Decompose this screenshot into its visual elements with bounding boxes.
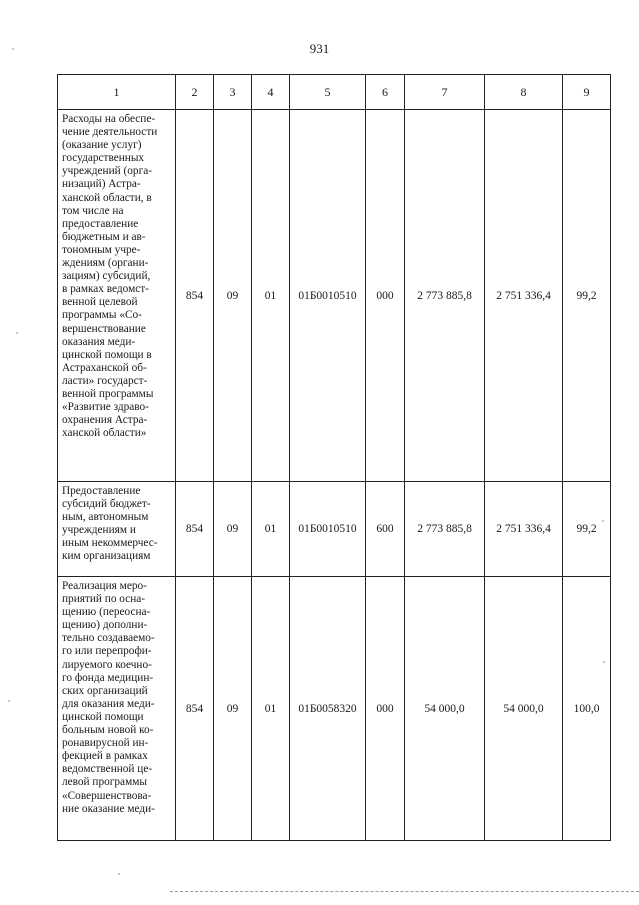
budget-table bbox=[57, 74, 611, 841]
section-code: 09 bbox=[214, 577, 252, 841]
executed-amount: 54 000,0 bbox=[485, 577, 563, 841]
expense-description: Реализация меро- приятий по осна- щению (переосна- щению) дополни- тельно создаваемо- го или перепрофи- лируемого коечно- го фонда медицин- ских организаций для оказания меди- цинской помощи больным новой ко- ронавирусной ин- фекцией в рамках ведомственной це- левой программы «Совершенствова- ние оказание меди- bbox=[58, 577, 176, 841]
table-row bbox=[58, 110, 611, 482]
column-header: 7 bbox=[405, 75, 485, 110]
scan-speck bbox=[8, 700, 10, 702]
expense-description: Расходы на обеспе- чение деятельности (оказание услуг) государственных учреждений (орга- низаций) Астра- ханской области, в том числе на предоставление бюджетным и ав- тономным учре- ждениям (органи- зациям) субсидий, в рамках ведомст- венной целевой программы «Со- вершенствование оказания меди- цинской помощи в Астраханской об- ласти» государст- венной программы «Развитие здраво- охранения Астра- ханской области» bbox=[58, 110, 176, 482]
column-header: 9 bbox=[563, 75, 611, 110]
expense-type-code: 000 bbox=[366, 110, 405, 482]
table-header-row bbox=[58, 75, 611, 110]
column-header: 1 bbox=[58, 75, 176, 110]
expense-type-code: 000 bbox=[366, 577, 405, 841]
column-header: 2 bbox=[176, 75, 214, 110]
target-article-code: 01Б0058320 bbox=[290, 577, 366, 841]
executed-amount: 2 751 336,4 bbox=[485, 482, 563, 577]
subsection-code: 01 bbox=[252, 577, 290, 841]
scan-speck bbox=[16, 332, 18, 334]
executed-amount: 2 751 336,4 bbox=[485, 110, 563, 482]
column-header: 3 bbox=[214, 75, 252, 110]
planned-amount: 2 773 885,8 bbox=[405, 482, 485, 577]
table-row bbox=[58, 482, 611, 577]
scan-speck bbox=[118, 873, 120, 875]
column-header: 6 bbox=[366, 75, 405, 110]
ministry-code: 854 bbox=[176, 110, 214, 482]
execution-percent: 99,2 bbox=[563, 482, 611, 577]
subsection-code: 01 bbox=[252, 110, 290, 482]
planned-amount: 2 773 885,8 bbox=[405, 110, 485, 482]
column-header: 5 bbox=[290, 75, 366, 110]
scan-speck bbox=[603, 661, 605, 663]
scan-speck bbox=[602, 520, 604, 522]
column-header: 4 bbox=[252, 75, 290, 110]
column-header: 8 bbox=[485, 75, 563, 110]
section-code: 09 bbox=[214, 110, 252, 482]
expense-description: Предоставление субсидий бюджет- ным, автономным учреждениям и иным некоммерчес- ким организациям bbox=[58, 482, 176, 577]
expense-type-code: 600 bbox=[366, 482, 405, 577]
subsection-code: 01 bbox=[252, 482, 290, 577]
ministry-code: 854 bbox=[176, 482, 214, 577]
section-code: 09 bbox=[214, 482, 252, 577]
target-article-code: 01Б0010510 bbox=[290, 482, 366, 577]
page-number: 931 bbox=[309, 41, 330, 56]
execution-percent: 99,2 bbox=[563, 110, 611, 482]
ministry-code: 854 bbox=[176, 577, 214, 841]
scan-edge-line bbox=[170, 891, 639, 892]
scan-speck bbox=[12, 48, 14, 50]
table-row bbox=[58, 577, 611, 841]
target-article-code: 01Б0010510 bbox=[290, 110, 366, 482]
planned-amount: 54 000,0 bbox=[405, 577, 485, 841]
execution-percent: 100,0 bbox=[563, 577, 611, 841]
